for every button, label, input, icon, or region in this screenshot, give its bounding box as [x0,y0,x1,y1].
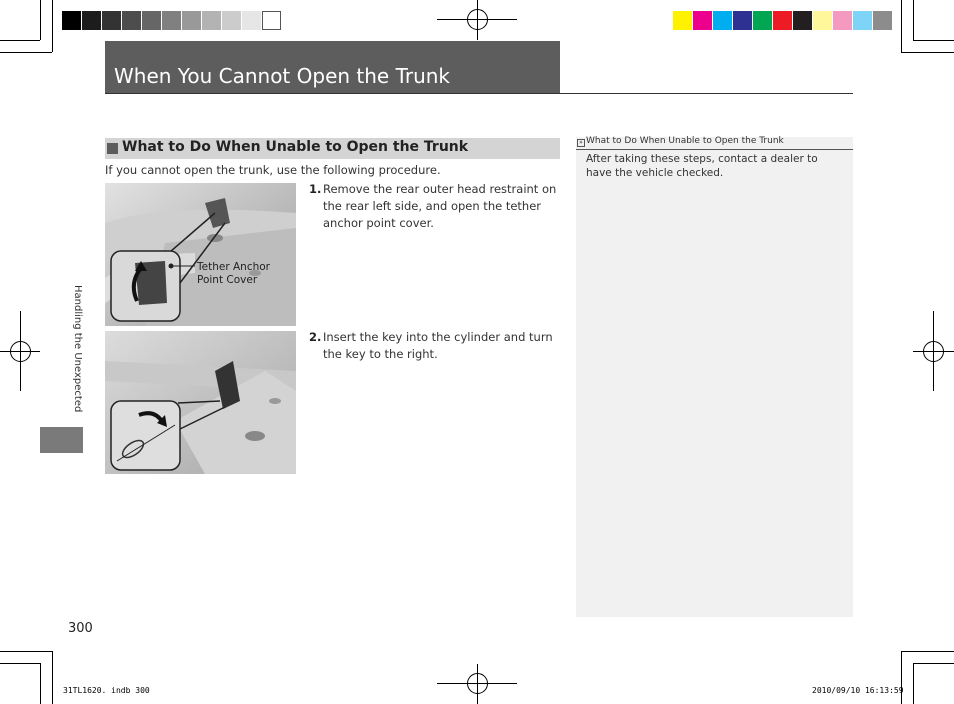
chapter-tab-marker [40,427,83,453]
section-intro: If you cannot open the trunk, use the following procedure. [105,163,441,177]
process-swatch [773,11,792,30]
tether-anchor-illustration [105,183,296,326]
process-swatch [693,11,712,30]
reference-arrow-icon: » [577,139,585,147]
print-file-info: 31TL1620. indb 300 [63,686,150,695]
side-note-panel [576,137,853,617]
step-1-number: 1. [309,182,322,196]
print-timestamp: 2010/09/10 16:13:59 [812,686,904,695]
key-cylinder-illustration [105,331,296,474]
process-swatch [793,11,812,30]
process-swatch [753,11,772,30]
step-1 [309,181,559,232]
step-1-text: Remove the rear outer head restraint on the rear left side, and open the tether anchor point cover. [323,182,557,230]
grayscale-swatch [262,11,281,30]
grayscale-swatch [142,11,161,30]
step-2 [309,329,559,363]
grayscale-swatch [82,11,101,30]
grayscale-swatch [162,11,181,30]
chapter-tab-label: Handling the Unexpected [72,285,83,413]
grayscale-swatch [222,11,241,30]
tether-anchor-callout: Tether Anchor Point Cover [197,261,270,286]
process-swatch [733,11,752,30]
section-heading: What to Do When Unable to Open the Trunk [122,139,469,155]
page-number: 300 [68,621,93,636]
step-2-number: 2. [309,330,322,344]
process-swatch [713,11,732,30]
grayscale-swatch [62,11,81,30]
side-note-text: After taking these steps, contact a dealer to have the vehicle checked. [586,153,818,179]
side-note-rule [576,149,853,150]
title-rule [105,93,853,94]
process-swatch [813,11,832,30]
process-swatch [853,11,872,30]
grayscale-swatch [122,11,141,30]
process-swatch [673,11,692,30]
process-swatch [833,11,852,30]
grayscale-swatch [202,11,221,30]
step-2-text: Insert the key into the cylinder and turn the key to the right. [323,330,553,361]
side-note-title: What to Do When Unable to Open the Trunk [586,136,784,146]
section-bullet-icon [107,143,118,154]
grayscale-swatch [182,11,201,30]
process-swatch [873,11,892,30]
grayscale-swatch [242,11,261,30]
page-title: When You Cannot Open the Trunk [114,64,451,88]
grayscale-swatch [102,11,121,30]
